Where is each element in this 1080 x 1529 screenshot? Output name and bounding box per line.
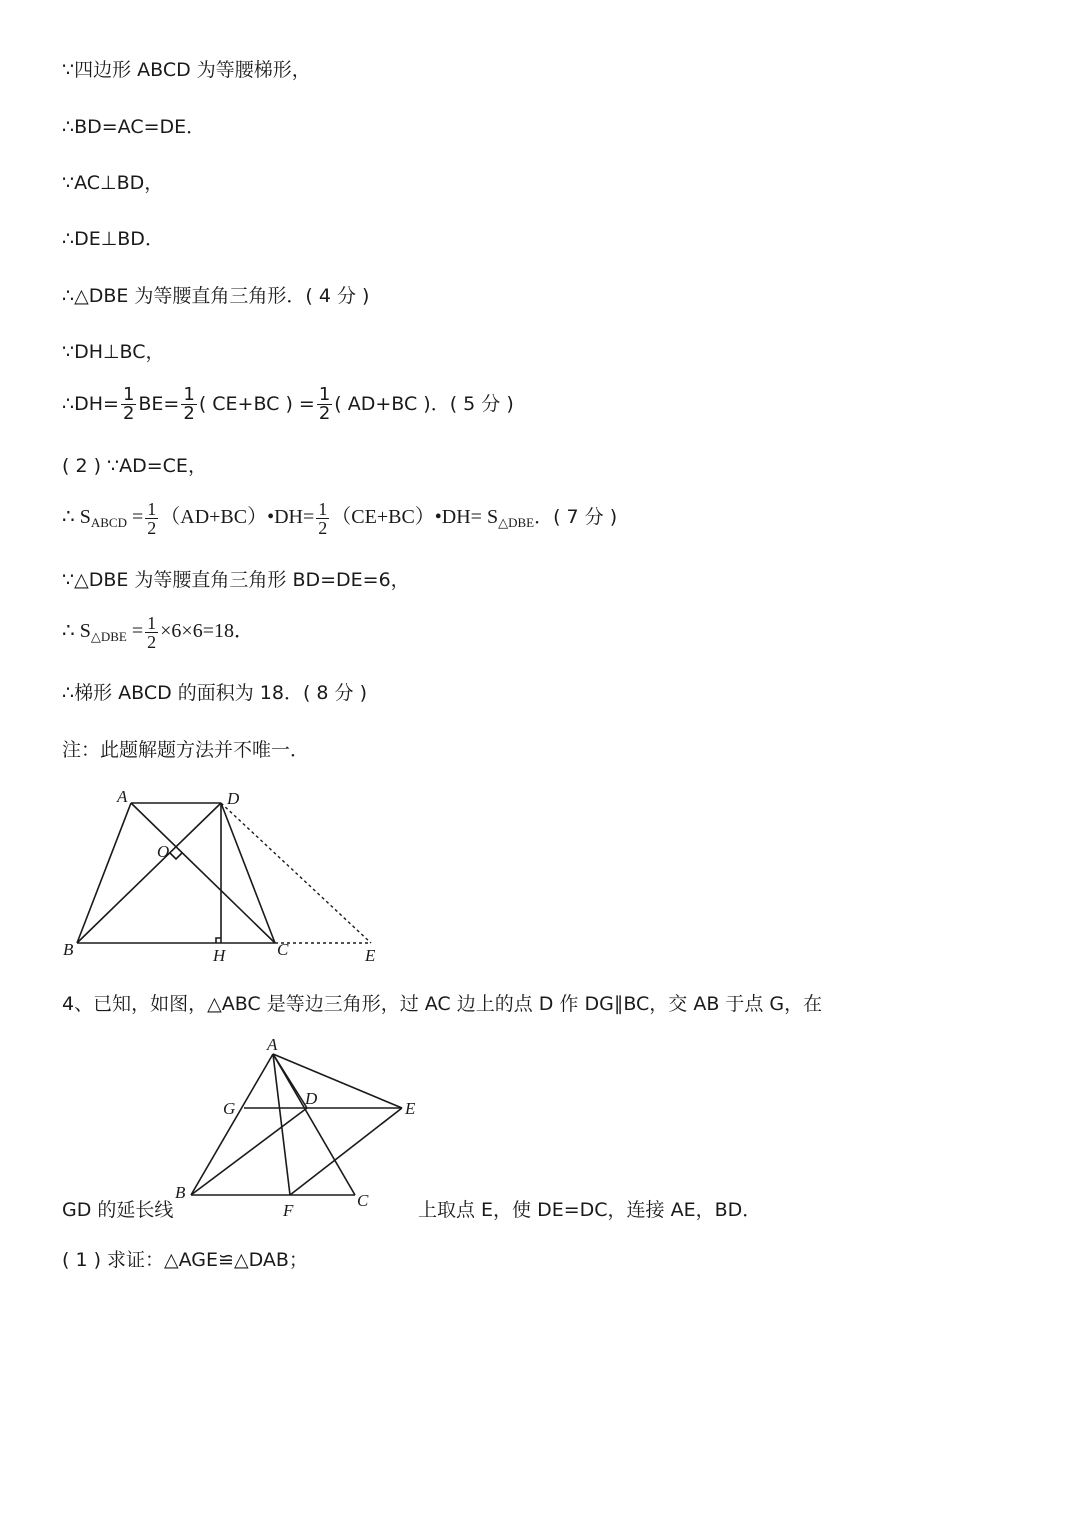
label-D: D xyxy=(305,1089,318,1108)
problem-4-continued-left: GD 的延长线 xyxy=(62,1199,174,1221)
label-E: E xyxy=(405,1099,416,1118)
problem-4-part-1: ( 1 ) 求证：△AGE≌△DAB； xyxy=(62,1249,308,1271)
proof-line-4: ∴DE⊥BD． xyxy=(62,228,164,250)
fraction-half: $\frac{1}{2}$ xyxy=(147,499,157,538)
note-line: 注：此题解题方法并不唯一． xyxy=(62,739,310,761)
fraction-half: $\frac{1}{2}$ xyxy=(318,384,331,424)
label-C: C xyxy=(277,940,289,959)
label-D: D xyxy=(227,789,240,808)
trapezoid-figure xyxy=(55,780,395,970)
label-B: B xyxy=(175,1183,186,1202)
label-A: A xyxy=(267,1035,278,1054)
label-F: F xyxy=(283,1201,294,1220)
proof-line-5: ∴△DBE 为等腰直角三角形．( 4 分 ) xyxy=(62,285,370,307)
label-G: G xyxy=(223,1099,236,1118)
fraction-half: $\frac{1}{2}$ xyxy=(147,613,157,652)
problem-4-statement: 4、已知，如图，△ABC 是等边三角形，过 AC 边上的点 D 作 DG∥BC，交 AB 于点 G，在 xyxy=(62,993,823,1015)
proof-line-12: ∴梯形 ABCD 的面积为 18．( 8 分 ) xyxy=(62,682,368,704)
fraction-half: $\frac{1}{2}$ xyxy=(122,384,135,424)
label-E: E xyxy=(365,946,376,965)
label-A: A xyxy=(117,787,128,806)
triangle-figure xyxy=(165,1030,435,1220)
proof-line-2: ∴BD=AC=DE． xyxy=(62,116,206,138)
proof-line-8: ( 2 ) ∵AD=CE， xyxy=(62,455,207,477)
label-C: C xyxy=(357,1191,369,1210)
proof-line-6: ∵DH⊥BC， xyxy=(62,341,165,363)
proof-line-10: ∵△DBE 为等腰直角三角形 BD=DE=6， xyxy=(62,569,410,591)
proof-line-3: ∵AC⊥BD， xyxy=(62,172,164,194)
label-H: H xyxy=(213,946,226,965)
fraction-half: $\frac{1}{2}$ xyxy=(183,384,195,424)
label-O: O xyxy=(157,842,170,861)
proof-line-11: ∴ $S_{\triangle DBE}$ = $\frac{1}{2}$ ×6×6=18． xyxy=(62,613,254,652)
proof-line-1: ∵四边形 ABCD 为等腰梯形， xyxy=(62,59,311,81)
proof-line-7: ∴DH= $\frac{1}{2}$ BE= $\frac{1}{2}$ ( CE+BC ) = $\frac{1}{2}$ ( AD+BC )．( 5 分 ) xyxy=(62,384,514,424)
fraction-half: $\frac{1}{2}$ xyxy=(318,499,328,538)
problem-4-continued-right: 上取点 E，使 DE=DC，连接 AE，BD． xyxy=(418,1199,762,1221)
proof-line-9: ∴ $S_{ABCD}$ = $\frac{1}{2}$ （AD+BC）•DH= $\frac{1}{2}$ （CE+BC）•DH= $S_{\triangle DBE}$．( 7 分 ) xyxy=(62,499,618,538)
label-B: B xyxy=(63,940,74,959)
